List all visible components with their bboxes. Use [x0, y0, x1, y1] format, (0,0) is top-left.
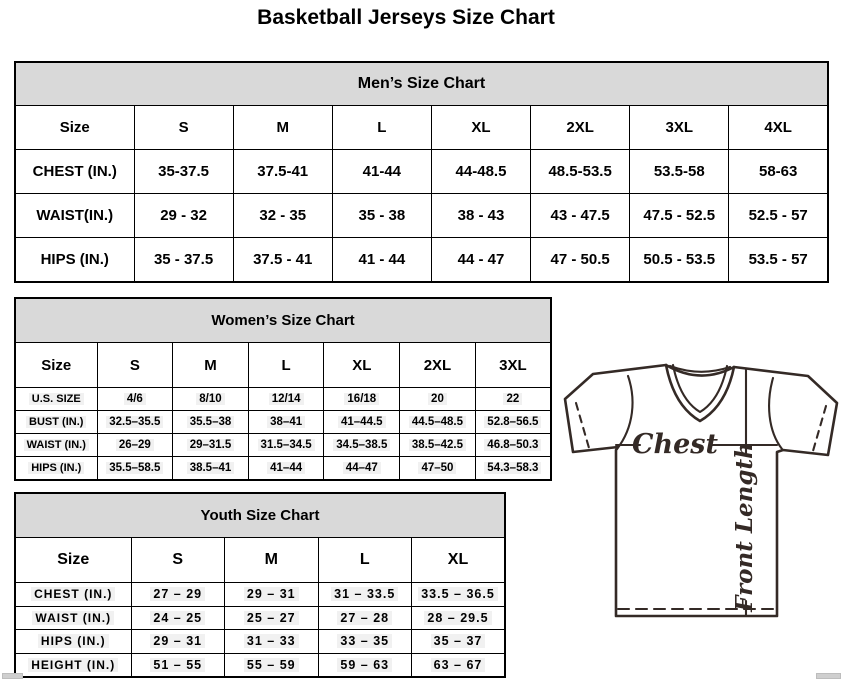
size-value-cell: 44–47: [324, 457, 400, 481]
column-header: 2XL: [400, 343, 476, 388]
jersey-measurement-diagram: [560, 358, 843, 624]
size-value-cell: 35 - 37.5: [134, 238, 233, 283]
size-value-cell: 41–44: [248, 457, 324, 481]
column-header: XL: [431, 106, 530, 150]
size-value-cell: 33 – 35: [318, 630, 412, 654]
size-value-cell: 52.5 - 57: [729, 194, 828, 238]
size-value-cell: 29 - 32: [134, 194, 233, 238]
size-value-cell: 38–41: [248, 411, 324, 434]
row-label: HIPS (IN.): [15, 630, 131, 654]
front-length-label: Front Length: [731, 442, 758, 612]
mens-size-chart-section: [14, 61, 829, 283]
size-value-cell: 38 - 43: [431, 194, 530, 238]
size-value-cell: 31 – 33.5: [318, 583, 412, 607]
row-label: CHEST (IN.): [15, 583, 131, 607]
size-value-cell: 29–31.5: [173, 434, 249, 457]
size-value-cell: 25 – 27: [225, 606, 319, 630]
size-value-cell: 44-48.5: [431, 150, 530, 194]
table-title: Youth Size Chart: [15, 493, 505, 538]
column-header: XL: [324, 343, 400, 388]
column-header: L: [248, 343, 324, 388]
size-value-cell: 31 – 33: [225, 630, 319, 654]
armhole-seam-right: [769, 378, 782, 449]
size-value-cell: 16/18: [324, 388, 400, 411]
column-header: 3XL: [630, 106, 729, 150]
size-value-cell: 8/10: [173, 388, 249, 411]
scrollbar-fragment-left[interactable]: [2, 673, 23, 679]
size-value-cell: 34.5–38.5: [324, 434, 400, 457]
youth-size-chart-table: [14, 492, 506, 678]
size-value-cell: 29 – 31: [225, 583, 319, 607]
size-value-cell: 26–29: [97, 434, 173, 457]
size-value-cell: 55 – 59: [225, 653, 319, 677]
youth-size-chart-section: [14, 492, 506, 678]
column-header: XL: [412, 538, 506, 583]
column-header: M: [225, 538, 319, 583]
column-header: M: [233, 106, 332, 150]
cuff-dash-left: [576, 403, 589, 448]
size-value-cell: 31.5–34.5: [248, 434, 324, 457]
mens-size-chart-table: [14, 61, 829, 283]
size-value-cell: 50.5 - 53.5: [630, 238, 729, 283]
size-value-cell: 47 - 50.5: [531, 238, 630, 283]
row-label: HIPS (IN.): [15, 457, 97, 481]
size-value-cell: 58-63: [729, 150, 828, 194]
column-header: Size: [15, 538, 131, 583]
size-value-cell: 51 – 55: [131, 653, 225, 677]
size-value-cell: 44 - 47: [431, 238, 530, 283]
row-label: WAIST(IN.): [15, 194, 134, 238]
chest-label: Chest: [632, 429, 718, 460]
size-value-cell: 59 – 63: [318, 653, 412, 677]
size-value-cell: 52.8–56.5: [475, 411, 551, 434]
row-label: U.S. SIZE: [15, 388, 97, 411]
scrollbar-fragment-right[interactable]: [816, 673, 841, 679]
size-value-cell: 32.5–35.5: [97, 411, 173, 434]
size-value-cell: 63 – 67: [412, 653, 506, 677]
size-value-cell: 35 – 37: [412, 630, 506, 654]
column-header: L: [318, 538, 412, 583]
size-value-cell: 20: [400, 388, 476, 411]
column-header: Size: [15, 106, 134, 150]
size-value-cell: 37.5 - 41: [233, 238, 332, 283]
size-value-cell: 41 - 44: [332, 238, 431, 283]
size-value-cell: 43 - 47.5: [531, 194, 630, 238]
row-label: BUST (IN.): [15, 411, 97, 434]
size-value-cell: 32 - 35: [233, 194, 332, 238]
size-value-cell: 54.3–58.3: [475, 457, 551, 481]
size-value-cell: 41–44.5: [324, 411, 400, 434]
size-value-cell: 27 – 29: [131, 583, 225, 607]
size-value-cell: 48.5-53.5: [531, 150, 630, 194]
size-value-cell: 53.5 - 57: [729, 238, 828, 283]
size-value-cell: 27 – 28: [318, 606, 412, 630]
column-header: Size: [15, 343, 97, 388]
size-value-cell: 41-44: [332, 150, 431, 194]
row-label: WAIST (IN.): [15, 434, 97, 457]
size-value-cell: 29 – 31: [131, 630, 225, 654]
size-value-cell: 35.5–58.5: [97, 457, 173, 481]
size-value-cell: 28 – 29.5: [412, 606, 506, 630]
column-header: S: [131, 538, 225, 583]
column-header: S: [97, 343, 173, 388]
size-value-cell: 35-37.5: [134, 150, 233, 194]
size-value-cell: 12/14: [248, 388, 324, 411]
size-value-cell: 35 - 38: [332, 194, 431, 238]
column-header: 2XL: [531, 106, 630, 150]
jersey-outline: [565, 365, 837, 616]
row-label: HIPS (IN.): [15, 238, 134, 283]
column-header: M: [173, 343, 249, 388]
column-header: S: [134, 106, 233, 150]
size-value-cell: 37.5-41: [233, 150, 332, 194]
size-value-cell: 4/6: [97, 388, 173, 411]
size-value-cell: 38.5–42.5: [400, 434, 476, 457]
size-value-cell: 33.5 – 36.5: [412, 583, 506, 607]
row-label: CHEST (IN.): [15, 150, 134, 194]
table-title: Men’s Size Chart: [15, 62, 828, 106]
size-value-cell: 38.5–41: [173, 457, 249, 481]
armhole-seam-left: [617, 376, 633, 449]
size-value-cell: 24 – 25: [131, 606, 225, 630]
womens-size-chart-section: [14, 297, 552, 481]
page-title: Basketball Jerseys Size Chart: [257, 6, 555, 29]
size-value-cell: 47–50: [400, 457, 476, 481]
table-title: Women’s Size Chart: [15, 298, 551, 343]
row-label: WAIST (IN.): [15, 606, 131, 630]
size-value-cell: 46.8–50.3: [475, 434, 551, 457]
row-label: HEIGHT (IN.): [15, 653, 131, 677]
column-header: 3XL: [475, 343, 551, 388]
size-value-cell: 22: [475, 388, 551, 411]
size-value-cell: 35.5–38: [173, 411, 249, 434]
cuff-dash-right: [813, 406, 826, 451]
size-value-cell: 44.5–48.5: [400, 411, 476, 434]
size-value-cell: 53.5-58: [630, 150, 729, 194]
column-header: L: [332, 106, 431, 150]
womens-size-chart-table: [14, 297, 552, 481]
size-value-cell: 47.5 - 52.5: [630, 194, 729, 238]
column-header: 4XL: [729, 106, 828, 150]
